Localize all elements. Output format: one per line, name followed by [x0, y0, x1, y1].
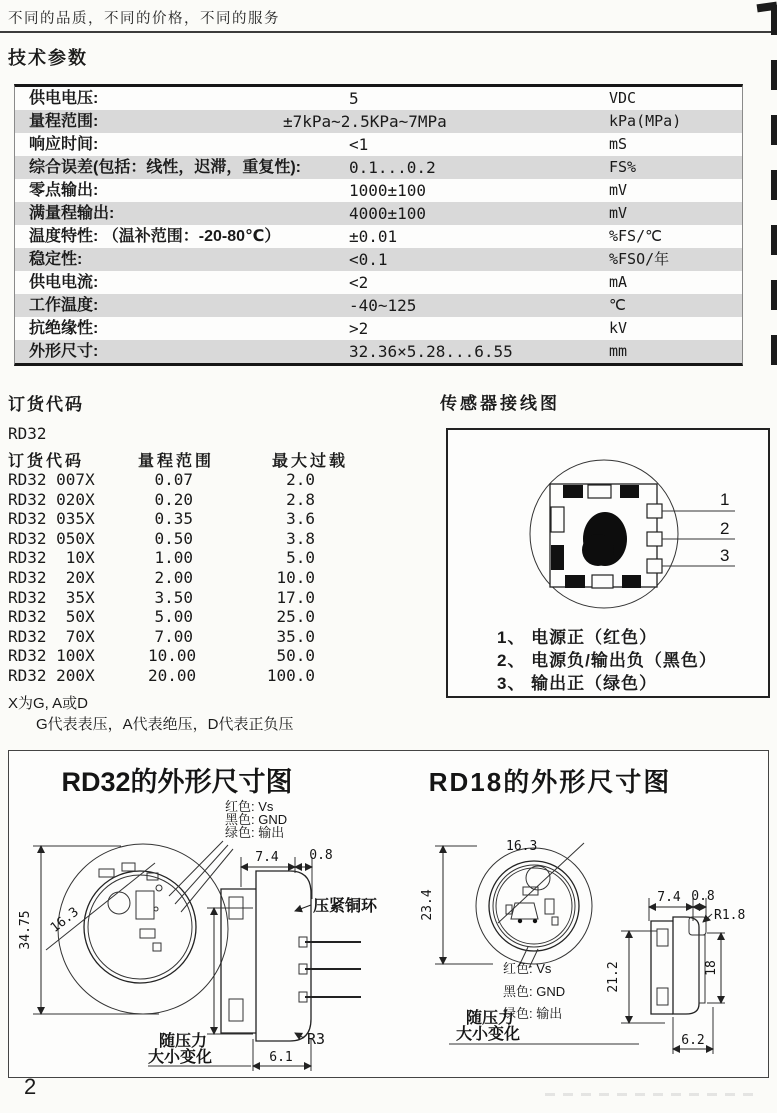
- order-footnote-2: G代表表压，A代表绝压，D代表正负压: [36, 716, 294, 733]
- rd32-dim-w1: 7.4: [255, 850, 279, 865]
- wiring-legend-2: 2、 电源负/输出负（黑色）: [497, 651, 717, 670]
- rd32-dim-w2: 0.8: [309, 848, 333, 863]
- rd32-dim-diag: 16.3: [47, 904, 82, 936]
- table-row: [15, 133, 742, 156]
- spec-unit: ℃: [609, 296, 626, 314]
- spec-value: <2: [349, 273, 369, 292]
- header-slogan: 不同的品质，不同的价格，不同的服务: [8, 11, 280, 27]
- order-codes-title: 订货代码: [8, 395, 84, 414]
- spec-unit: mS: [609, 135, 628, 153]
- spec-unit: mA: [609, 273, 628, 291]
- rd32-wire-black-label: 黑色: GND: [225, 812, 288, 827]
- order-range: 7.00: [154, 626, 193, 646]
- order-range: 1.00: [154, 548, 193, 568]
- scan-artifact-edge: [771, 5, 777, 377]
- rd32-wire-green-label: 绿色: 输出: [225, 825, 285, 840]
- wiring-diagram-title: 传感器接线图: [440, 394, 560, 413]
- rd32-top-dimensions: [241, 848, 333, 899]
- rd32-ring-callout: [295, 896, 378, 915]
- order-code: RD32 10X: [8, 548, 95, 568]
- list-item: [8, 666, 338, 686]
- order-code: RD32 007X: [8, 470, 95, 489]
- wiring-diagram-box: [446, 428, 770, 698]
- spec-label: 满量程输出:: [29, 205, 115, 222]
- order-range: 20.00: [148, 665, 197, 685]
- order-col-code: 订货代码: [8, 453, 85, 470]
- table-row: [15, 202, 742, 225]
- scan-artifact-watermark: [545, 1093, 760, 1096]
- rd18-top-dimensions: [649, 889, 715, 921]
- tech-params-title: 技术参数: [8, 48, 88, 68]
- spec-value: ±0.01: [349, 227, 398, 246]
- order-overload: 10.0: [276, 567, 315, 587]
- spec-unit: mm: [609, 342, 628, 360]
- rd18-pressure-note-line2: 大小变化: [456, 1026, 521, 1043]
- table-row: [15, 225, 742, 248]
- order-overload: 100.0: [266, 665, 315, 685]
- rd32-pressure-note: [148, 1031, 251, 1066]
- wiring-legend-3: 3、 输出正（绿色）: [497, 674, 658, 693]
- list-item: [8, 627, 338, 647]
- list-item: [8, 646, 338, 666]
- order-overload: 35.0: [276, 626, 315, 646]
- rd32-pressure-note-line2: 大小变化: [148, 1049, 213, 1066]
- order-range: 0.20: [154, 489, 193, 509]
- list-item: [8, 588, 338, 608]
- table-row: [15, 156, 742, 179]
- rd32-front-view: [58, 844, 228, 1014]
- order-code: RD32 20X: [8, 567, 95, 587]
- spec-value: -40~125: [349, 296, 417, 315]
- dimension-drawings-box: [8, 750, 769, 1078]
- rd18-radius-label: R1.8: [714, 908, 746, 923]
- rd32-wire-red-label: 红色: Vs: [225, 799, 274, 814]
- spec-unit: kPa(MPa): [609, 112, 682, 130]
- rd32-bottom-dimension: [253, 1039, 311, 1071]
- rd32-title: RD32的外形尺寸图: [61, 767, 293, 797]
- order-code: RD32 70X: [8, 626, 95, 646]
- order-range: 0.07: [154, 470, 193, 489]
- spec-label: 抗绝缘性:: [29, 320, 99, 337]
- order-range: 2.00: [154, 567, 193, 587]
- rd18-dim-w1: 7.4: [657, 890, 681, 905]
- table-row: [15, 87, 742, 110]
- rd18-dim-plate-h: 18: [704, 960, 719, 976]
- rd18-plate-dimension: [704, 933, 725, 1003]
- rd18-dim-bottom: 6.2: [681, 1033, 705, 1048]
- order-overload: 2.0: [286, 470, 315, 489]
- rd32-dim-height: 34.75: [18, 910, 33, 950]
- rd18-wire-green-label: 绿色: 输出: [503, 1006, 563, 1021]
- order-code: RD32 050X: [8, 528, 95, 548]
- order-overload: 5.0: [286, 548, 315, 568]
- order-table: [8, 470, 338, 686]
- order-code: RD32 200X: [8, 665, 95, 685]
- order-range: 10.00: [148, 646, 197, 666]
- list-item: [8, 607, 338, 627]
- tech-params-table: [14, 84, 743, 366]
- list-item: [8, 568, 338, 588]
- rd18-wire-black-label: 黑色: GND: [503, 984, 566, 999]
- rd18-dim-diag: 16.3: [506, 839, 538, 854]
- rd18-dim-height: 23.4: [420, 889, 435, 921]
- order-code: RD32 020X: [8, 489, 95, 509]
- spec-value: <0.1: [349, 250, 388, 269]
- rd18-height-dimension: [420, 846, 493, 964]
- spec-label: 稳定性:: [29, 251, 83, 268]
- table-row: [15, 294, 742, 317]
- spec-value: 4000±100: [349, 204, 427, 223]
- order-table-header: [8, 448, 348, 468]
- list-item: [8, 490, 338, 510]
- order-col-range: 量程范围: [138, 453, 215, 470]
- rd18-front-view: [476, 848, 592, 968]
- spec-unit: %FSO/年: [609, 250, 670, 268]
- order-code: RD32 100X: [8, 646, 95, 666]
- rd32-side-height-dimension: [207, 908, 253, 1034]
- spec-value: 0.1...0.2: [349, 158, 436, 177]
- rd18-side-height-dimension: [606, 931, 665, 1023]
- rd32-pressure-note-line1: 随压力: [159, 1033, 208, 1050]
- order-overload: 3.6: [286, 509, 315, 529]
- table-row: [15, 179, 742, 202]
- spec-value: 1000±100: [349, 181, 427, 200]
- spec-label: 外形尺寸:: [29, 343, 99, 360]
- list-item: [8, 529, 338, 549]
- spec-label: 温度特性: （温补范围：-20-80℃）: [29, 228, 281, 245]
- order-overload: 17.0: [276, 587, 315, 607]
- spec-unit: VDC: [609, 89, 637, 107]
- rd32-ring-label: 压紧铜环: [313, 898, 378, 915]
- list-item: [8, 470, 338, 490]
- spec-unit: %FS/℃: [609, 227, 662, 245]
- order-range: 5.00: [154, 607, 193, 627]
- rd18-dim-w2: 0.8: [691, 889, 715, 904]
- order-overload: 2.8: [286, 489, 315, 509]
- rd32-dim-bottom: 6.1: [269, 1050, 293, 1065]
- spec-value: >2: [349, 319, 369, 338]
- rd18-pressure-note-line1: 随压力: [466, 1010, 515, 1027]
- spec-label: 零点输出:: [29, 182, 99, 199]
- wiring-legend-1: 1、 电源正（红色）: [497, 628, 658, 647]
- spec-unit: mV: [609, 181, 628, 199]
- spec-label: 工作温度:: [29, 297, 99, 314]
- order-range: 0.50: [154, 528, 193, 548]
- order-code: RD32 35X: [8, 587, 95, 607]
- spec-label: 响应时间:: [29, 136, 99, 153]
- spec-unit: kV: [609, 319, 628, 337]
- order-footnote-1: X为G, A或D: [8, 695, 89, 712]
- order-col-overload: 最大过载: [272, 453, 349, 470]
- pin1-number: 1: [720, 490, 730, 509]
- spec-value: <1: [349, 135, 369, 154]
- rd18-title: RD18的外形尺寸图: [428, 767, 672, 797]
- list-item: [8, 548, 338, 568]
- order-model: RD32: [8, 424, 47, 443]
- order-overload: 3.8: [286, 528, 315, 548]
- rd18-wire-red-label: 红色: Vs: [503, 961, 552, 976]
- rd32-side-view: [221, 871, 361, 1041]
- order-range: 3.50: [154, 587, 193, 607]
- page-number: 2: [24, 1074, 37, 1099]
- order-code: RD32 035X: [8, 509, 95, 529]
- order-overload: 50.0: [276, 646, 315, 666]
- header-divider: [0, 31, 777, 33]
- table-row: [15, 340, 742, 363]
- rd18-drawing: [420, 767, 745, 1054]
- table-row: [15, 110, 742, 133]
- table-row: [15, 271, 742, 294]
- spec-label: 供电电流:: [29, 274, 99, 291]
- spec-value: ±7kPa~2.5KPa~7MPa: [283, 112, 447, 131]
- rd18-dim-side-h: 21.2: [606, 961, 621, 993]
- rd32-radius-label: R3: [307, 1030, 326, 1048]
- spec-value: 5: [349, 89, 359, 108]
- pin2-number: 2: [720, 519, 730, 538]
- spec-unit: FS%: [609, 158, 637, 176]
- rd18-side-view: [651, 917, 706, 1014]
- table-row: [15, 248, 742, 271]
- table-row: [15, 317, 742, 340]
- spec-label: 量程范围:: [29, 113, 99, 130]
- rd32-diagonal-dimension: [46, 863, 155, 950]
- order-range: 0.35: [154, 509, 193, 529]
- list-item: [8, 509, 338, 529]
- spec-value: 32.36×5.28...6.55: [349, 342, 513, 361]
- rd18-radius-callout: [703, 908, 745, 923]
- dimension-drawings: [9, 751, 768, 1077]
- spec-label: 综合误差(包括：线性，迟滞，重复性):: [29, 159, 301, 176]
- spec-unit: mV: [609, 204, 628, 222]
- rd32-drawing: [18, 767, 378, 1071]
- order-overload: 25.0: [276, 607, 315, 627]
- order-code: RD32 50X: [8, 607, 95, 627]
- spec-label: 供电电压:: [29, 90, 99, 107]
- pin3-number: 3: [720, 546, 730, 565]
